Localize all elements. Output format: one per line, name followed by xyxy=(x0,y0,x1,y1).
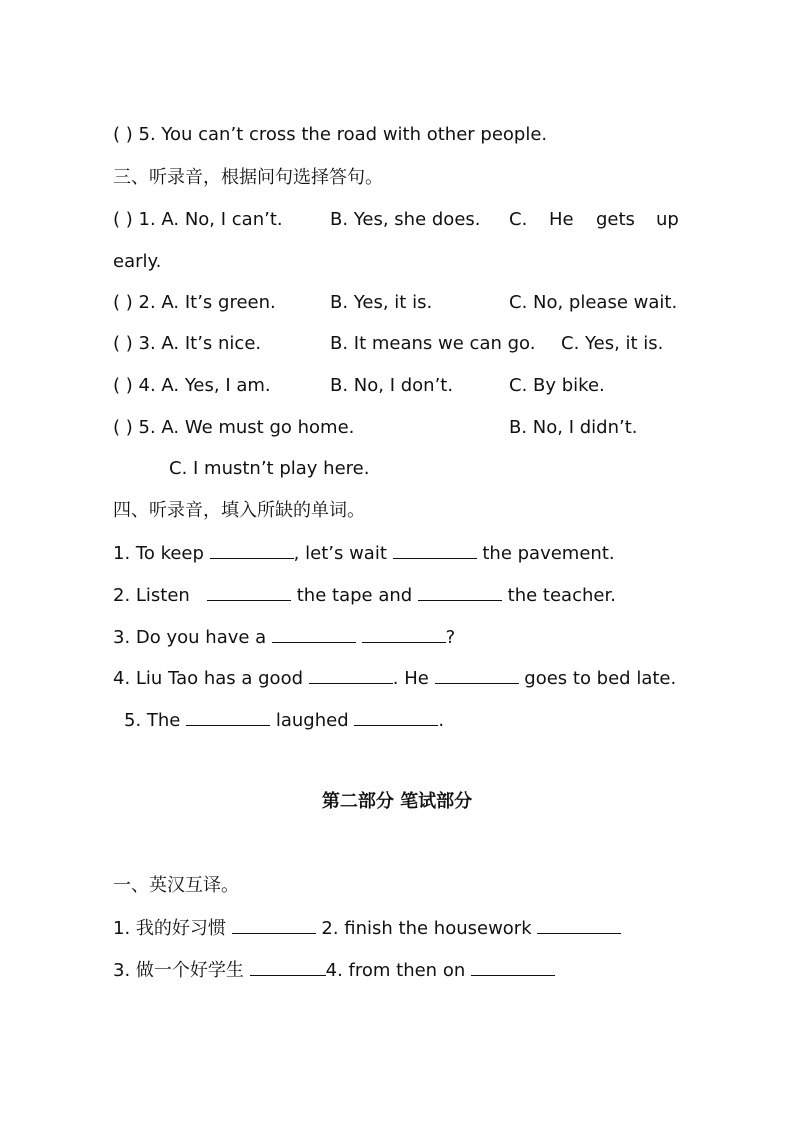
option-c: C. By bike. xyxy=(509,375,605,396)
translation-line: 1. 我的好习惯 2. finish the housework xyxy=(113,915,621,941)
option-b: B. Yes, she does. xyxy=(330,209,481,230)
fill-in-line: 1. To keep , let’s wait the pavement. xyxy=(113,540,615,566)
question-line: ( ) 2. A. It’s green. xyxy=(113,292,276,313)
option-continuation: early. xyxy=(113,251,162,272)
question-line: ( ) 4. A. Yes, I am. xyxy=(113,375,271,396)
answer-blank[interactable] xyxy=(272,624,356,643)
answer-blank[interactable] xyxy=(250,957,326,976)
question-line: ( ) 5. A. We must go home. xyxy=(113,417,355,438)
section-title: 一、英汉互译。 xyxy=(113,875,239,896)
option-c: C. I mustn’t play here. xyxy=(169,458,370,479)
option-b: B. Yes, it is. xyxy=(330,292,433,313)
answer-blank[interactable] xyxy=(232,915,316,934)
option-c: C. No, please wait. xyxy=(509,292,678,313)
answer-blank[interactable] xyxy=(210,540,294,559)
option-c-word: gets xyxy=(596,209,635,230)
answer-blank[interactable] xyxy=(309,665,393,684)
option-b: B. No, I don’t. xyxy=(330,375,454,396)
option-c: C. xyxy=(509,209,528,230)
section-title: 四、听录音，填入所缺的单词。 xyxy=(113,500,365,521)
section-title: 三、听录音，根据问句选择答句。 xyxy=(113,167,383,188)
answer-blank[interactable] xyxy=(418,582,502,601)
question-line: ( ) 3. A. It’s nice. xyxy=(113,333,262,354)
answer-blank[interactable] xyxy=(393,540,477,559)
question-line xyxy=(113,123,547,147)
question-text: ( ) 5. You can’t cross the road with other people. xyxy=(113,124,548,145)
answer-blank[interactable] xyxy=(207,582,291,601)
answer-blank[interactable] xyxy=(354,707,438,726)
translation-line: 3. 做一个好学生 4. from then on xyxy=(113,957,555,983)
answer-blank[interactable] xyxy=(471,957,555,976)
answer-blank[interactable] xyxy=(362,624,446,643)
part-heading: 第二部分 笔试部分 xyxy=(321,791,473,812)
fill-in-line: 3. Do you have a ? xyxy=(113,624,455,650)
answer-blank[interactable] xyxy=(435,665,519,684)
fill-in-line: 4. Liu Tao has a good . He goes to bed late. xyxy=(113,665,676,691)
option-c: C. Yes, it is. xyxy=(561,333,664,354)
option-c-word: up xyxy=(656,209,679,230)
answer-blank[interactable] xyxy=(537,915,621,934)
fill-in-line: 2. Listen the tape and the teacher. xyxy=(113,582,616,608)
option-b: B. No, I didn’t. xyxy=(509,417,638,438)
option-c-word: He xyxy=(549,209,574,230)
question-line: ( ) 1. A. No, I can’t. xyxy=(113,209,283,230)
answer-blank[interactable] xyxy=(186,707,270,726)
fill-in-line: 5. The laughed . xyxy=(124,707,444,733)
option-b: B. It means we can go. xyxy=(330,333,536,354)
